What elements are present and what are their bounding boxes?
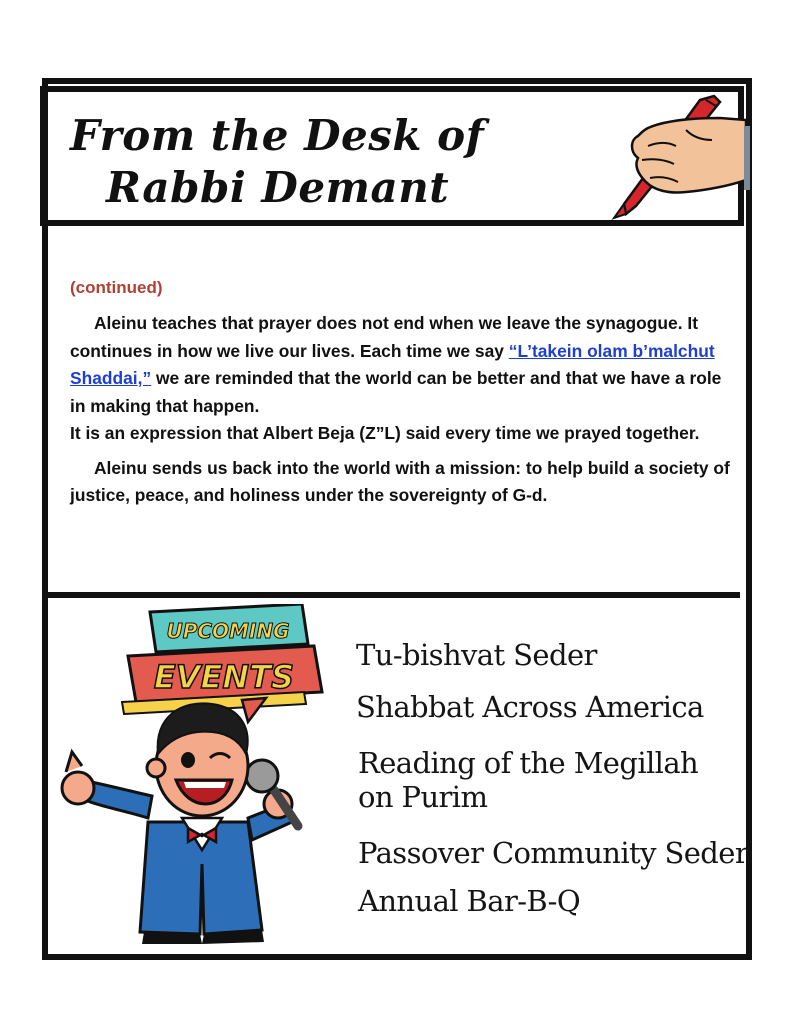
paragraph-1-text-b: we are reminded that the world can be better and that we have a role in making that happen. xyxy=(70,368,722,416)
paragraph-2-text: Aleinu sends us back into the world with a mission: to help build a society of justice, peace, and holiness under the sovereignty of G-d. xyxy=(70,457,730,505)
header-edge-tab xyxy=(744,126,750,190)
paragraph-2 xyxy=(70,455,730,510)
shaddai-link[interactable]: “L’takein olam b’malchut Shaddai,” xyxy=(70,340,715,388)
header-banner xyxy=(40,86,744,226)
paragraph-1-text-a: Aleinu teaches that prayer does not end when we leave the synagogue. It continues in how we live our lives. Each time we say xyxy=(70,313,698,361)
event-megillah-line-1: Reading of the Megillah xyxy=(358,746,699,780)
event-megillah-line-2: on Purim xyxy=(358,780,488,814)
badge-upcoming-text: UPCOMING xyxy=(166,619,290,643)
hand-with-pen-icon xyxy=(596,94,746,220)
article-body xyxy=(70,278,730,510)
title-line-2: Rabbi Demant xyxy=(106,163,450,212)
section-divider xyxy=(48,592,740,598)
paragraph-1-text-c: It is an expression that Albert Beja (Z”L) said every time we prayed together. xyxy=(70,423,700,443)
upcoming-events-badge-icon xyxy=(122,604,322,722)
badge-events-text: EVENTS xyxy=(153,658,295,696)
event-megillah xyxy=(358,746,698,814)
event-shabbat-across-america: Shabbat Across America xyxy=(356,690,704,724)
event-tu-bishvat: Tu-bishvat Seder xyxy=(356,638,597,672)
paragraph-1 xyxy=(70,310,730,448)
announcer-cartoon-icon xyxy=(62,703,298,944)
event-passover-seder: Passover Community Seder. xyxy=(358,836,754,870)
title-line-1: From the Desk of xyxy=(70,111,485,160)
upcoming-events-illustration xyxy=(52,604,352,950)
continued-label: (continued) xyxy=(70,278,163,297)
page-title xyxy=(70,110,550,214)
event-bar-b-q: Annual Bar-B-Q xyxy=(358,884,581,918)
